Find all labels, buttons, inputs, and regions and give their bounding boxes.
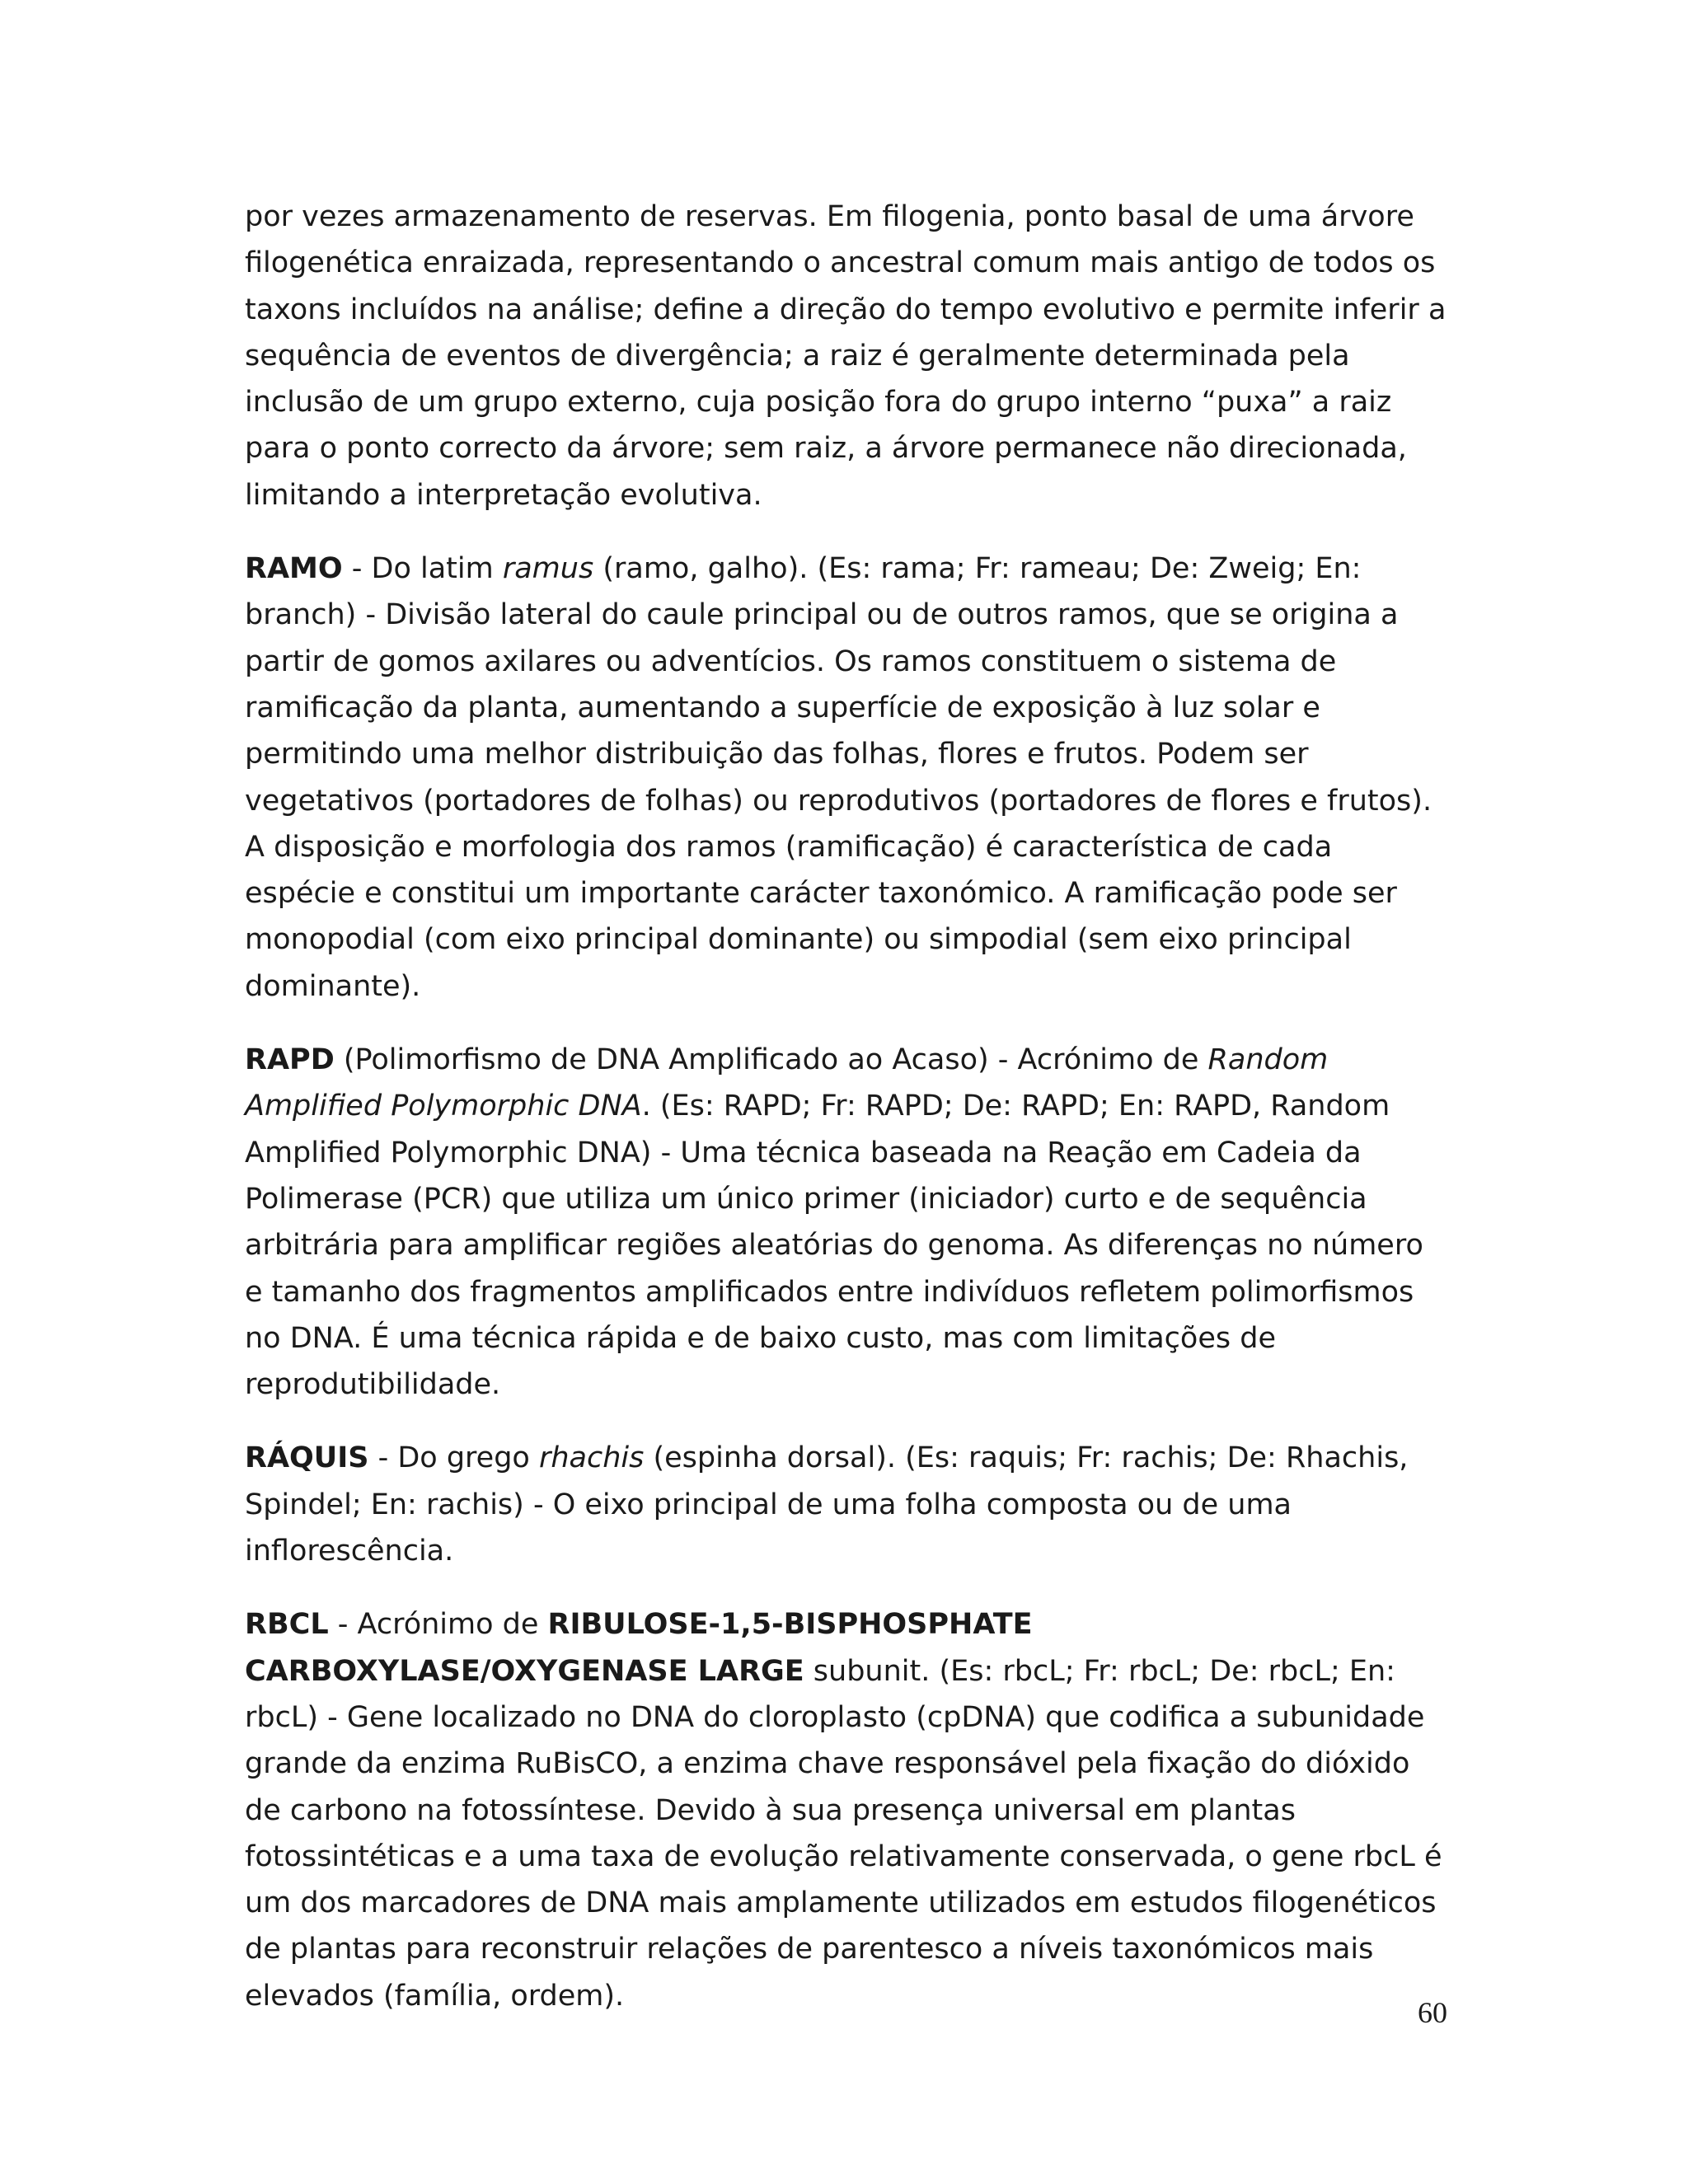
entry-expansion: RIBULOSE-1,5-BISPHOSPHATE CARBOXYLASE/OXYGENASE LARGE <box>245 1608 1033 1688</box>
entry-etymology: ramus <box>502 552 594 586</box>
entry-term: RAMO <box>245 552 343 586</box>
glossary-entry-raquis <box>245 1435 1448 1574</box>
entry-intro: - Do latim <box>342 552 503 586</box>
entry-term: RÁQUIS <box>245 1441 369 1475</box>
entry-definition: subunit. (Es: rbcL; Fr: rbcL; De: rbcL; En: rbcL) - Gene localizado no DNA do cloroplasto (cpDNA) que codifica a subunidade grande da enzima RuBisCO, a enzima chave responsável pela fixação do dióxido de carbono na fotossíntese. Devido à sua presença universal em plantas fotossintéticas e a uma taxa de evolução relativamente conservada, o gene rbcL é um dos marcadores de DNA mais amplamente utilizados em estudos filogenéticos de plantas para reconstruir relações de parentesco a níveis taxonómicos mais elevados (família, ordem). <box>245 1654 1442 2013</box>
entry-intro: - Acrónimo de <box>328 1608 548 1642</box>
page-number: 60 <box>1418 1996 1447 2029</box>
entry-term: RAPD <box>245 1043 335 1077</box>
glossary-body <box>245 194 1448 2046</box>
entry-term: RBCL <box>245 1608 329 1642</box>
entry-etymology: rhachis <box>538 1441 645 1475</box>
entry-intro: - Do grego <box>368 1441 539 1475</box>
entry-definition: (espinha dorsal). (Es: raquis; Fr: rachis; De: Rhachis, Spindel; En: rachis) - O eixo principal de uma folha composta ou de uma inflorescência. <box>245 1441 1409 1568</box>
entry-definition: . (Es: RAPD; Fr: RAPD; De: RAPD; En: RAPD, Random Amplified Polymorphic DNA) - Uma técnica baseada na Reação em Cadeia da Polimerase (PCR) que utiliza um único primer (iniciador) curto e de sequência arbitrária para amplificar regiões aleatórias do genoma. As diferenças no número e tamanho dos fragmentos amplificados entre indivíduos refletem polimorfismos no DNA. É uma técnica rápida e de baixo custo, mas com limitações de reprodutibilidade. <box>245 1090 1423 1402</box>
glossary-entry-rbcl <box>245 1601 1448 2019</box>
glossary-entry-raiz-continuation <box>245 194 1448 518</box>
glossary-entry-rapd <box>245 1037 1448 1408</box>
entry-intro: (Polimorfismo de DNA Amplificado ao Acaso) - Acrónimo de <box>334 1043 1208 1077</box>
entry-etymology: Random Amplified Polymorphic DNA <box>245 1043 1329 1123</box>
entry-definition: por vezes armazenamento de reservas. Em filogenia, ponto basal de uma árvore filogenética enraizada, representando o ancestral comum mais antigo de todos os taxons incluídos na análise; define a direção do tempo evolutivo e permite inferir a sequência de eventos de divergência; a raiz é geralmente determinada pela inclusão de um grupo externo, cuja posição fora do grupo interno “puxa” a raiz para o ponto correcto da árvore; sem raiz, a árvore permanece não direcionada, limitando a interpretação evolutiva. <box>245 200 1447 512</box>
entry-definition: (ramo, galho). (Es: rama; Fr: rameau; De: Zweig; En: branch) - Divisão lateral do caule principal ou de outros ramos, que se origina a partir de gomos axilares ou adventícios. Os ramos constituem o sistema de ramificação da planta, aumentando a superfície de exposição à luz solar e permitindo uma melhor distribuição das folhas, flores e frutos. Podem ser vegetativos (portadores de folhas) ou reprodutivos (portadores de flores e frutos). A disposição e morfologia dos ramos (ramificação) é característica de cada espécie e constitui um importante carácter taxonómico. A ramificação pode ser monopodial (com eixo principal dominante) ou simpodial (sem eixo principal dominante). <box>245 552 1432 1003</box>
glossary-entry-ramo <box>245 546 1448 1010</box>
